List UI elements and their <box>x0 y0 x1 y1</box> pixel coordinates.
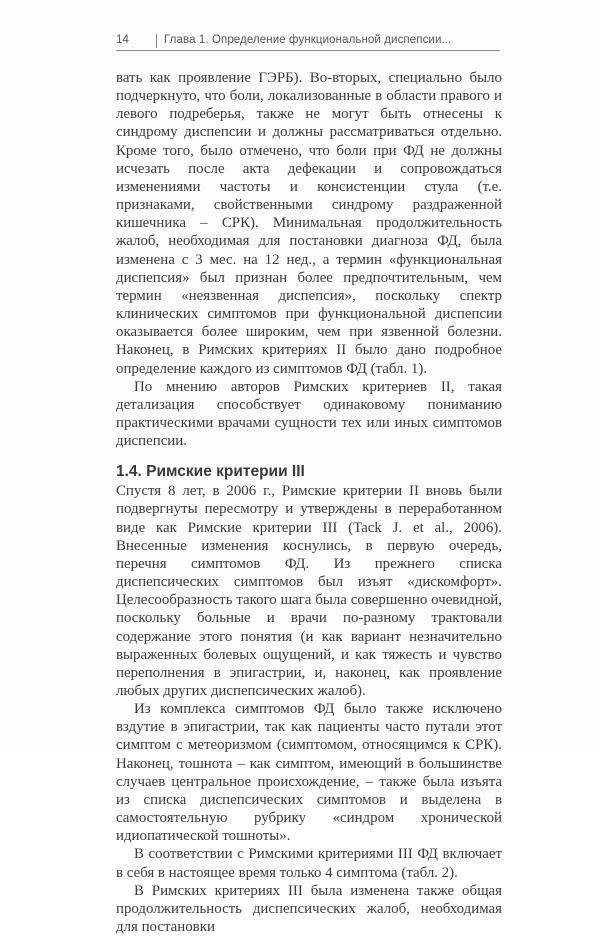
paragraph: В Римских критериях III была изменена также общая продолжительность диспепсических жалоб, необходимая для постановки <box>116 882 502 936</box>
running-title: Глава 1. Определение функциональной диспепсии... <box>164 34 452 46</box>
text-body <box>116 69 502 936</box>
header-rule <box>116 50 500 51</box>
paragraph: Из комплекса симптомов ФД было также исключено вздутие в эпигастрии, так как пациенты часто путали этот симптом с метеоризмом (симптомом, относящимся к СРК). Наконец, тошнота – как симптом, имеющий в большинстве случаев центральное происхождение, – также была изъята из списка диспепсических симптомов и выделена в самостоятельную рубрику «синдром хронической идиопатической тошноты». <box>116 701 502 845</box>
paragraph: В соответствии с Римскими критериями III ФД включает в себя в настоящее время только 4 симптома (табл. 2). <box>116 846 502 881</box>
header-divider <box>156 34 157 48</box>
section-heading: 1.4. Римские критерии III <box>116 463 305 481</box>
paragraph: вать как проявление ГЭРБ). Во-вторых, специально было подчеркнуто, что боли, локализованные в области правого и левого подреберья, также не могут быть отнесены к синдрому диспепсии и должны рассматриваться отдельно. Кроме того, было отмечено, что боли при ФД не должны исчезать после акта дефекации и сопровождаться изменениями частоты и консистенции стула (т.е. признаками, свойственными синдрому раздраженной кишечника – СРК). Минимальная продолжительность жалоб, необходимая для постановки диагноза ФД, была изменена с 3 мес. на 12 нед., а термин «функциональная диспепсия» был признан более предпочтительным, чем термин «неязвенная диспепсия», поскольку спектр клинических симптомов при функциональной диспепсии оказывается более широким, чем при язвенной болезни. Наконец, в Римских критериях II было дано подробное определение каждого из симптомов ФД (табл. 1). <box>116 70 502 377</box>
page-number: 14 <box>116 34 129 46</box>
paragraph: Спустя 8 лет, в 2006 г., Римские критерии II вновь были подвергнуты пересмотру и утверждены в переработанном виде как Римские критерии III (Tack J. et al., 2006). Внесенные изменения коснулись, в первую очередь, перечня симптомов ФД. Из прежнего списка диспепсических симптомов был изъят «дискомфорт». Целесообразность такого шага была совершенно очевидной, поскольку больные и врачи по-разному трактовали содержание этого понятия (и как вариант незначительно выраженных болевых ощущений, и как тяжесть и чувство переполнения в эпигастрии, и, наконец, как проявление любых других диспепсических жалоб). <box>116 483 502 699</box>
paragraph: По мнению авторов Римских критериев II, такая детализация способствует одинаковому пониманию практическими врачами сущности тех или иных симптомов диспепсии. <box>116 378 502 450</box>
